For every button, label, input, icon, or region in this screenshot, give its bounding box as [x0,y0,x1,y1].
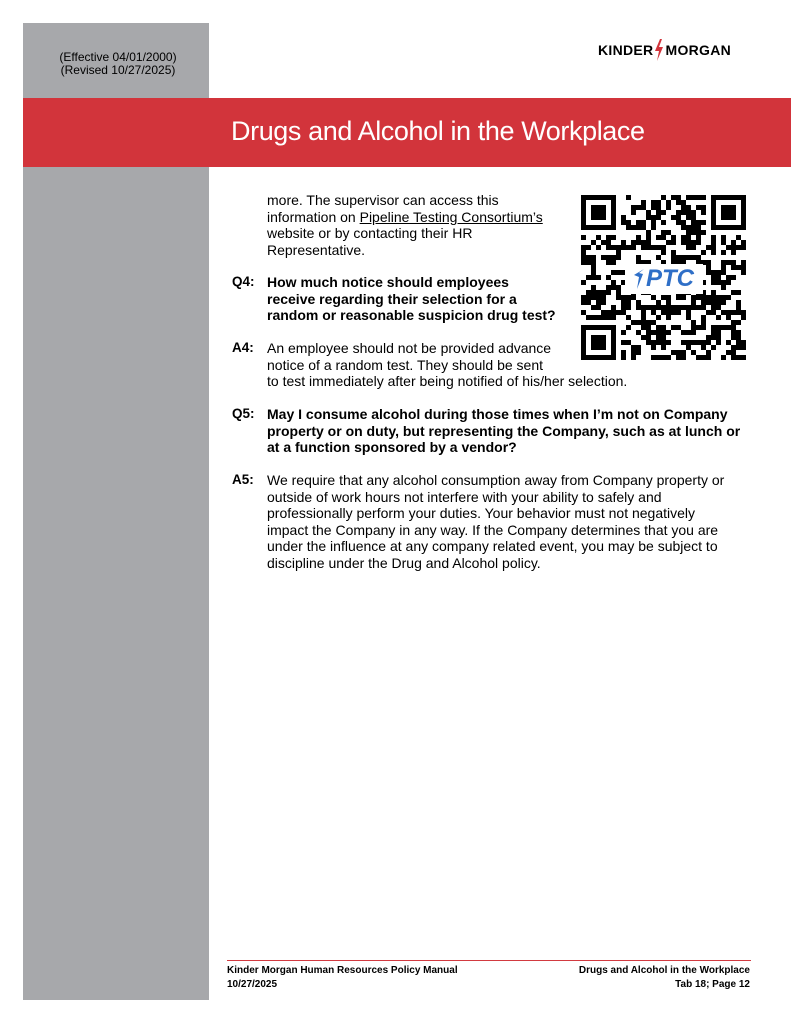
ptc-link[interactable]: Pipeline Testing Consortium’s [359,208,543,225]
text-line: under the influence at any company related event, you may be subject to [267,538,718,554]
text-line: Representative. [267,241,366,258]
ptc-logo [625,264,703,294]
text-line: outside of work hours not interfere with your ability to safely and [267,488,662,505]
logo-text-right: MORGAN [665,42,732,58]
q4-label: Q4: [232,274,255,289]
footer-date: 10/27/2025 [227,979,278,990]
revised-date: (Revised 10/27/2025) [60,63,176,77]
text-line: We require that any alcohol consumption away from Company property or [267,472,725,488]
text-line: How much notice should employees [267,274,509,290]
text-line: notice of a random test. They should be sent [267,356,544,373]
text-line: discipline under the Drug and Alcohol policy. [267,554,541,571]
text-line: professionally perform your duties. Your behavior must not negatively [267,505,696,521]
continuation-paragraph [267,192,567,258]
ptc-arrow-icon [634,269,644,289]
ptc-logo-text: PTC [646,265,694,292]
footer-section: Drugs and Alcohol in the Workplace [578,965,750,976]
text-line [267,209,567,226]
text-line: to test immediately after being notified of his/her selection. [267,373,628,389]
text-line: An employee should not be provided advance [267,340,552,356]
text-line: website or by contacting their HR [267,225,473,241]
kinder-morgan-logo [598,39,731,61]
text-line: receive regarding their selection for a [267,290,517,307]
a5-answer [267,472,767,571]
text-line: random or reasonable suspicion drug test? [267,307,556,323]
q5-question [267,406,767,456]
effective-date: (Effective 04/01/2000) [59,50,177,64]
a4-label: A4: [232,340,254,355]
q4-question [267,274,577,324]
a5-label: A5: [232,472,254,487]
text-line: at a function sponsored by a vendor? [267,439,517,455]
text-line: more. The supervisor can access this [267,192,499,208]
footer-page: Tab 18; Page 12 [675,979,750,990]
q5-label: Q5: [232,406,255,421]
footer-manual: Kinder Morgan Human Resources Policy Manual [227,965,458,976]
text-line: impact the Company in any way. If the Company determines that you are [267,521,719,538]
text-line: May I consume alcohol during those times when I’m not on Company [267,406,728,422]
effective-dates [48,51,188,77]
text-fragment: information on [267,208,360,225]
lightning-bolt-icon [654,39,664,61]
footer-divider [227,960,751,961]
sidebar-gray-band [23,23,209,1000]
text-line: property or on duty, but representing the Company, such as at lunch or [267,422,741,439]
page-title: Drugs and Alcohol in the Workplace [231,116,645,146]
logo-text-left: KINDER [598,42,654,58]
